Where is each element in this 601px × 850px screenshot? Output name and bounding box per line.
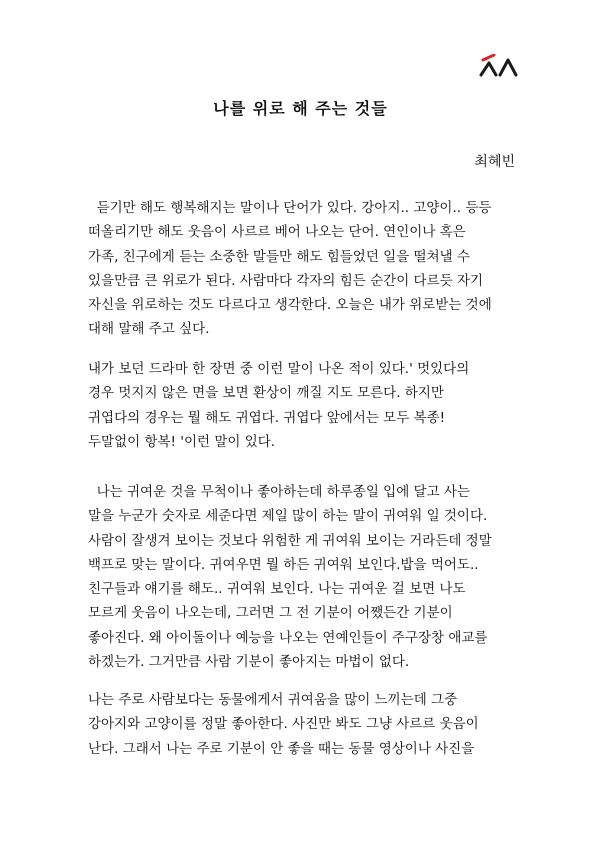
paragraph-1 — [88, 196, 528, 342]
paragraph-line: 강아지와 고양이를 정말 좋아한다. 사진만 봐도 그냥 사르르 웃음이 — [88, 716, 479, 733]
paragraph-line: 모르게 웃음이 나오는데, 그러면 그 전 기분이 어쨌든간 기분이 — [88, 605, 453, 622]
author-name: 최혜빈 — [474, 154, 515, 170]
paragraph-line: 말을 누군가 숫자로 세준다면 제일 많이 하는 말이 귀여워 일 것이다. — [88, 508, 488, 525]
paragraph-3 — [88, 480, 528, 674]
paragraph-line: 듣기만 해도 행복해지는 말이나 단어가 있다. 강아지.. 고양이.. 등등 — [88, 200, 492, 216]
paragraph-line: 좋아진다. 왜 아이돌이나 예능을 나오는 연예인들이 주구장창 애교를 — [88, 629, 488, 646]
paragraph-line: 친구들과 얘기를 해도.. 귀여워 보인다. 나는 귀여운 걸 보면 나도 — [88, 581, 466, 598]
document-title: 나를 위로 해 주는 것들 — [213, 99, 388, 118]
paragraph-line: 사람이 잘생겨 보이는 것보다 위험한 게 귀여워 보이는 거라든데 정말 — [88, 532, 492, 549]
paragraph-line: 난다. 그래서 나는 주로 기분이 안 좋을 때는 동물 영상이나 사진을 — [88, 740, 475, 757]
paragraph-line: 내가 보던 드라마 한 장면 중 이런 말이 나온 적이 있다.' 멋있다의 — [88, 361, 470, 377]
paragraph-line: 두말없이 항복! '이런 말이 있다. — [88, 433, 276, 450]
ksa-logo-icon — [478, 54, 518, 78]
paragraph-2 — [88, 357, 528, 454]
paragraph-line: 나는 귀여운 것을 무척이나 좋아하는데 하루종일 입에 달고 사는 — [88, 484, 470, 500]
paragraph-line: 경우 멋지지 않은 면을 보면 환상이 깨질 지도 모른다. 하지만 — [88, 385, 444, 402]
paragraph-line: 자신을 위로하는 것도 다르다고 생각한다. 오늘은 내가 위로받는 것에 — [88, 297, 492, 314]
paragraph-line: 떠올리기만 해도 웃음이 사르르 베어 나오는 단어. 연인이나 혹은 — [88, 224, 466, 241]
paragraph-4 — [88, 688, 528, 761]
paragraph-line: 대해 말해 주고 싶다. — [88, 321, 210, 338]
paragraph-line: 있을만큼 큰 위로가 된다. 사람마다 각자의 힘든 순간이 다르듯 자기 — [88, 272, 484, 289]
paragraph-line: 가족, 친구에게 듣는 소중한 말들만 해도 힘들었던 일을 떨쳐낼 수 — [88, 248, 470, 265]
paragraph-line: 백프로 맞는 말이다. 귀여우면 뭘 하든 귀여워 보인다.밥을 먹어도.. — [88, 556, 479, 573]
paragraph-line: 하겠는가. 그거만큼 사람 기분이 좋아지는 마법이 없다. — [88, 654, 410, 671]
paragraph-line: 귀엽다의 경우는 뭘 해도 귀엽다. 귀엽다 앞에서는 모두 복종! — [88, 409, 446, 426]
paragraph-line: 나는 주로 사람보다는 동물에게서 귀여움을 많이 느끼는데 그중 — [88, 692, 458, 708]
